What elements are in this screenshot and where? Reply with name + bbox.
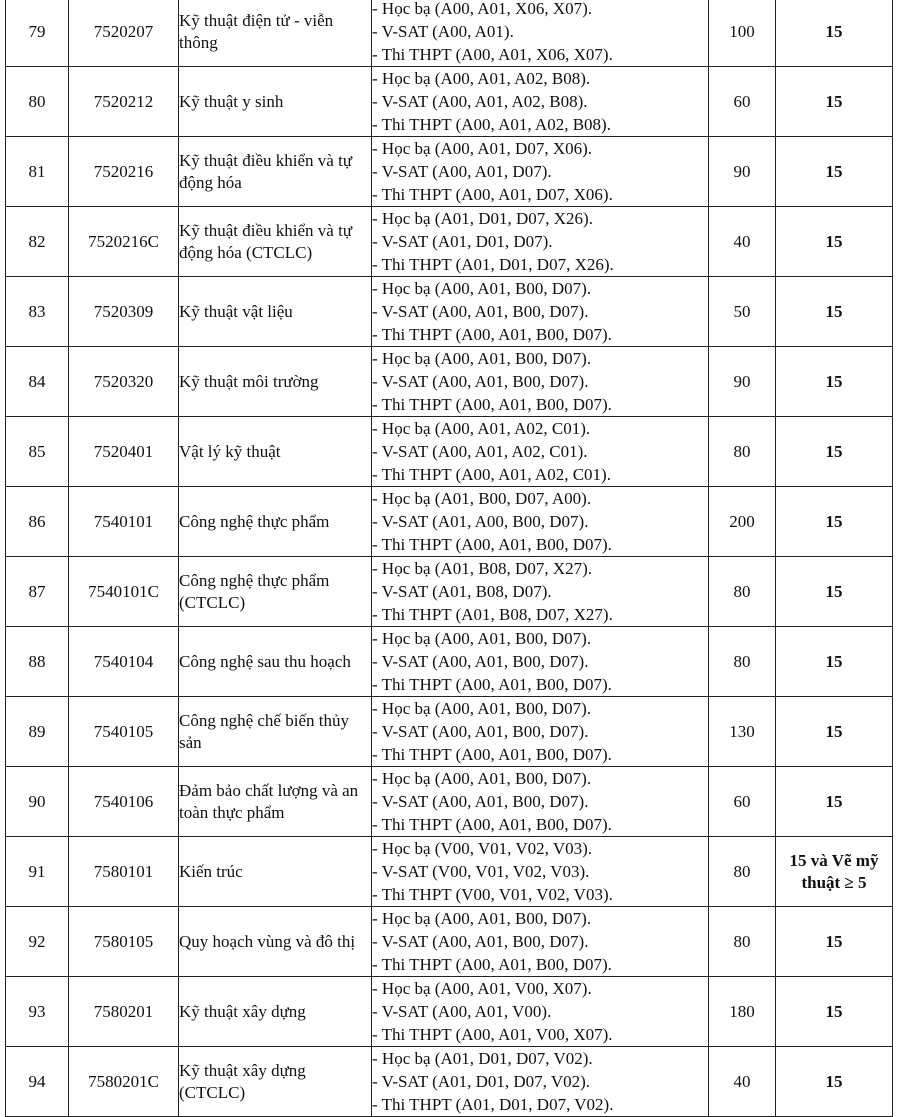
admission-method-line: - V-SAT (A01, D01, D07). xyxy=(372,232,553,251)
admission-method-line: - V-SAT (A00, A01, D07). xyxy=(372,162,552,181)
admission-method-line: - Thi THPT (A00, A01, V00, X07). xyxy=(372,1025,613,1044)
admission-method-line: - Thi THPT (A00, A01, A02, C01). xyxy=(372,465,611,484)
admission-method-line: - Học bạ (A00, A01, B00, D07). xyxy=(372,279,592,298)
major-code-cell: 7540101 xyxy=(69,487,179,557)
major-name-cell: Đảm bảo chất lượng và an toàn thực phẩm xyxy=(179,767,372,837)
admission-methods-cell xyxy=(372,1047,709,1117)
major-code-cell: 7580101 xyxy=(69,837,179,907)
admission-methods-cell xyxy=(372,697,709,767)
table-row xyxy=(6,207,893,277)
admission-method-line: - Học bạ (A00, A01, B00, D07). xyxy=(372,699,592,718)
major-name-cell: Kỹ thuật điều khiển và tự động hóa xyxy=(179,137,372,207)
admission-methods-cell xyxy=(372,207,709,277)
major-name-cell: Công nghệ thực phẩm (CTCLC) xyxy=(179,557,372,627)
row-number-cell: 84 xyxy=(6,347,69,417)
table-row xyxy=(6,277,893,347)
min-score-cell: 15 xyxy=(776,1047,893,1117)
admission-method-line: - V-SAT (A01, A00, B00, D07). xyxy=(372,512,589,531)
table-row xyxy=(6,347,893,417)
admission-method-line: - Thi THPT (A00, A01, B00, D07). xyxy=(372,535,612,554)
admission-methods-cell xyxy=(372,627,709,697)
quota-cell: 80 xyxy=(709,627,776,697)
admission-method-line: - Thi THPT (A01, D01, D07, X26). xyxy=(372,255,614,274)
quota-cell: 90 xyxy=(709,347,776,417)
major-name-cell: Quy hoạch vùng và đô thị xyxy=(179,907,372,977)
table-row xyxy=(6,977,893,1047)
admission-methods-cell xyxy=(372,487,709,557)
quota-cell: 200 xyxy=(709,487,776,557)
table-row xyxy=(6,417,893,487)
admission-method-line: - Thi THPT (A00, A01, X06, X07). xyxy=(372,45,613,64)
table-row xyxy=(6,67,893,137)
admission-method-line: - V-SAT (A01, D01, D07, V02). xyxy=(372,1072,591,1091)
quota-cell: 80 xyxy=(709,557,776,627)
admission-method-line: - Học bạ (A01, B08, D07, X27). xyxy=(372,559,593,578)
admission-method-line: - Thi THPT (A00, A01, B00, D07). xyxy=(372,815,612,834)
table-row xyxy=(6,0,893,67)
admission-method-line: - Học bạ (A00, A01, B00, D07). xyxy=(372,349,592,368)
major-code-cell: 7520216C xyxy=(69,207,179,277)
table-row xyxy=(6,907,893,977)
major-name-cell: Vật lý kỹ thuật xyxy=(179,417,372,487)
admission-method-line: - Học bạ (V00, V01, V02, V03). xyxy=(372,839,593,858)
admission-method-line: - Học bạ (A01, D01, D07, V02). xyxy=(372,1049,593,1068)
row-number-cell: 92 xyxy=(6,907,69,977)
table-row xyxy=(6,557,893,627)
admission-method-line: - Thi THPT (A00, A01, D07, X06). xyxy=(372,185,613,204)
row-number-cell: 93 xyxy=(6,977,69,1047)
admission-method-line: - V-SAT (A00, A01, B00, D07). xyxy=(372,652,589,671)
major-code-cell: 7520216 xyxy=(69,137,179,207)
admission-methods-cell xyxy=(372,837,709,907)
admission-methods-cell xyxy=(372,907,709,977)
major-name-cell: Kỹ thuật điều khiển và tự động hóa (CTCLC) xyxy=(179,207,372,277)
table-row xyxy=(6,767,893,837)
quota-cell: 130 xyxy=(709,697,776,767)
min-score-cell: 15 xyxy=(776,137,893,207)
min-score-cell: 15 xyxy=(776,697,893,767)
admission-method-line: - V-SAT (A00, A01, A02, B08). xyxy=(372,92,588,111)
row-number-cell: 81 xyxy=(6,137,69,207)
major-code-cell: 7540104 xyxy=(69,627,179,697)
min-score-cell: 15 xyxy=(776,207,893,277)
admission-method-line: - Thi THPT (A01, B08, D07, X27). xyxy=(372,605,613,624)
major-name-cell: Công nghệ chế biến thủy sản xyxy=(179,697,372,767)
major-name-cell: Kỹ thuật vật liệu xyxy=(179,277,372,347)
admission-method-line: - Học bạ (A00, A01, D07, X06). xyxy=(372,139,593,158)
table-body xyxy=(6,0,893,1117)
admission-method-line: - Học bạ (A01, B00, D07, A00). xyxy=(372,489,592,508)
major-name-cell: Kỹ thuật xây dựng xyxy=(179,977,372,1047)
major-name-cell: Kỹ thuật xây dựng (CTCLC) xyxy=(179,1047,372,1117)
admission-method-line: - V-SAT (A00, A01, V00). xyxy=(372,1002,552,1021)
quota-cell: 60 xyxy=(709,67,776,137)
admission-method-line: - V-SAT (A00, A01, B00, D07). xyxy=(372,792,589,811)
min-score-cell: 15 xyxy=(776,907,893,977)
major-name-cell: Kỹ thuật môi trường xyxy=(179,347,372,417)
admission-method-line: - Học bạ (A00, A01, V00, X07). xyxy=(372,979,592,998)
min-score-cell: 15 và Vẽ mỹ thuật ≥ 5 xyxy=(776,837,893,907)
major-code-cell: 7540105 xyxy=(69,697,179,767)
major-code-cell: 7580201C xyxy=(69,1047,179,1117)
admission-method-line: - Thi THPT (A00, A01, B00, D07). xyxy=(372,745,612,764)
quota-cell: 50 xyxy=(709,277,776,347)
table-row xyxy=(6,1047,893,1117)
quota-cell: 40 xyxy=(709,207,776,277)
min-score-cell: 15 xyxy=(776,977,893,1047)
min-score-cell: 15 xyxy=(776,627,893,697)
admission-method-line: - V-SAT (A00, A01). xyxy=(372,22,514,41)
min-score-cell: 15 xyxy=(776,277,893,347)
major-code-cell: 7520207 xyxy=(69,0,179,67)
admissions-table xyxy=(5,0,893,1117)
admission-methods-cell xyxy=(372,417,709,487)
table-row xyxy=(6,697,893,767)
major-name-cell: Kiến trúc xyxy=(179,837,372,907)
row-number-cell: 94 xyxy=(6,1047,69,1117)
row-number-cell: 91 xyxy=(6,837,69,907)
admission-methods-cell xyxy=(372,137,709,207)
admission-method-line: - Thi THPT (A00, A01, B00, D07). xyxy=(372,675,612,694)
quota-cell: 90 xyxy=(709,137,776,207)
quota-cell: 80 xyxy=(709,837,776,907)
admission-method-line: - Thi THPT (A01, D01, D07, V02). xyxy=(372,1095,614,1114)
table-row xyxy=(6,627,893,697)
major-code-cell: 7520401 xyxy=(69,417,179,487)
admission-method-line: - Học bạ (A00, A01, A02, C01). xyxy=(372,419,591,438)
admission-method-line: - Thi THPT (V00, V01, V02, V03). xyxy=(372,885,613,904)
admission-methods-cell xyxy=(372,277,709,347)
row-number-cell: 86 xyxy=(6,487,69,557)
major-name-cell: Công nghệ sau thu hoạch xyxy=(179,627,372,697)
major-code-cell: 7540101C xyxy=(69,557,179,627)
admission-methods-cell xyxy=(372,557,709,627)
admission-methods-cell xyxy=(372,67,709,137)
major-name-cell: Công nghệ thực phẩm xyxy=(179,487,372,557)
admission-method-line: - Học bạ (A00, A01, B00, D07). xyxy=(372,769,592,788)
admission-method-line: - V-SAT (A00, A01, B00, D07). xyxy=(372,372,589,391)
admission-method-line: - Thi THPT (A00, A01, B00, D07). xyxy=(372,395,612,414)
quota-cell: 80 xyxy=(709,907,776,977)
row-number-cell: 79 xyxy=(6,0,69,67)
quota-cell: 100 xyxy=(709,0,776,67)
row-number-cell: 88 xyxy=(6,627,69,697)
admission-method-line: - V-SAT (A00, A01, B00, D07). xyxy=(372,722,589,741)
row-number-cell: 85 xyxy=(6,417,69,487)
row-number-cell: 89 xyxy=(6,697,69,767)
admission-methods-cell xyxy=(372,767,709,837)
admission-method-line: - V-SAT (A00, A01, B00, D07). xyxy=(372,932,589,951)
quota-cell: 60 xyxy=(709,767,776,837)
major-code-cell: 7580201 xyxy=(69,977,179,1047)
table-row xyxy=(6,137,893,207)
major-code-cell: 7540106 xyxy=(69,767,179,837)
admission-methods-cell xyxy=(372,977,709,1047)
admission-method-line: - V-SAT (A00, A01, B00, D07). xyxy=(372,302,589,321)
row-number-cell: 82 xyxy=(6,207,69,277)
quota-cell: 80 xyxy=(709,417,776,487)
row-number-cell: 83 xyxy=(6,277,69,347)
admission-method-line: - Học bạ (A00, A01, B00, D07). xyxy=(372,629,592,648)
major-code-cell: 7520212 xyxy=(69,67,179,137)
admission-methods-cell xyxy=(372,347,709,417)
admission-methods-cell xyxy=(372,0,709,67)
admission-method-line: - Thi THPT (A00, A01, B00, D07). xyxy=(372,325,612,344)
min-score-cell: 15 xyxy=(776,767,893,837)
table-row xyxy=(6,487,893,557)
row-number-cell: 87 xyxy=(6,557,69,627)
quota-cell: 180 xyxy=(709,977,776,1047)
min-score-cell: 15 xyxy=(776,0,893,67)
min-score-cell: 15 xyxy=(776,417,893,487)
min-score-cell: 15 xyxy=(776,67,893,137)
major-code-cell: 7580105 xyxy=(69,907,179,977)
min-score-cell: 15 xyxy=(776,487,893,557)
min-score-cell: 15 xyxy=(776,347,893,417)
admission-method-line: - V-SAT (V00, V01, V02, V03). xyxy=(372,862,590,881)
admission-method-line: - Học bạ (A01, D01, D07, X26). xyxy=(372,209,593,228)
quota-cell: 40 xyxy=(709,1047,776,1117)
admission-method-line: - Thi THPT (A00, A01, B00, D07). xyxy=(372,955,612,974)
min-score-cell: 15 xyxy=(776,557,893,627)
admission-method-line: - Thi THPT (A00, A01, A02, B08). xyxy=(372,115,611,134)
table-row xyxy=(6,837,893,907)
admission-method-line: - Học bạ (A00, A01, B00, D07). xyxy=(372,909,592,928)
admission-method-line: - Học bạ (A00, A01, X06, X07). xyxy=(372,0,593,18)
admission-method-line: - V-SAT (A00, A01, A02, C01). xyxy=(372,442,588,461)
admission-method-line: - V-SAT (A01, B08, D07). xyxy=(372,582,552,601)
admission-method-line: - Học bạ (A00, A01, A02, B08). xyxy=(372,69,591,88)
major-name-cell: Kỹ thuật y sinh xyxy=(179,67,372,137)
row-number-cell: 80 xyxy=(6,67,69,137)
major-name-cell: Kỹ thuật điện tử - viễn thông xyxy=(179,0,372,67)
major-code-cell: 7520309 xyxy=(69,277,179,347)
row-number-cell: 90 xyxy=(6,767,69,837)
major-code-cell: 7520320 xyxy=(69,347,179,417)
